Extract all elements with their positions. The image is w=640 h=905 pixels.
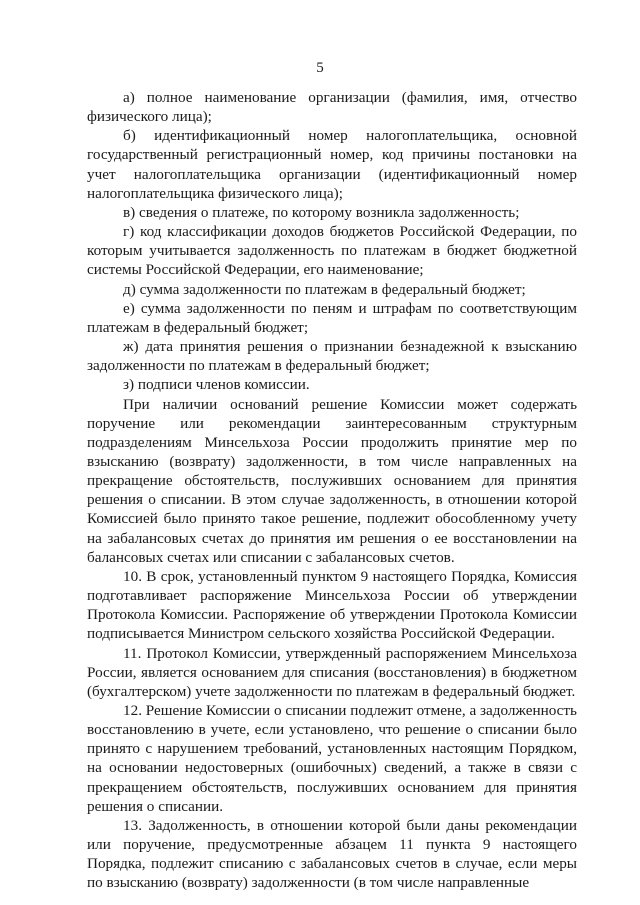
document-body	[87, 88, 577, 893]
paragraph-clause-13: 13. Задолженность, в отношении которой были даны рекомендации или поручение, предусмотренные абзацем 11 пункта 9 настоящего Порядка, подлежит списанию с забалансовых счетов в случае, если меры по взысканию (возврату) задолженности (в том числе направленные	[87, 816, 577, 892]
paragraph-item-a: а) полное наименование организации (фамилия, имя, отчество физического лица);	[87, 89, 577, 126]
paragraph-item-d: д) сумма задолженности по платежам в федеральный бюджет;	[123, 280, 526, 298]
paragraph-clause-10: 10. В срок, установленный пунктом 9 настоящего Порядка, Комиссия подготавливает распоряжение Минсельхоза России об утверждении Протокола Комиссии. Распоряжение об утверждении Протокола Комиссии подписывается Министром сельского хозяйства Российской Федерации.	[87, 567, 577, 643]
paragraph-commission-decision: При наличии оснований решение Комиссии может содержать поручение или рекомендации заинтересованным структурным подразделениям Минсельхоза России продолжить принятие мер по взысканию (возврату) задолженности, в том числе направленных на прекращение обстоятельств, послуживших основанием для принятия решения о списании. В этом случае задолженность, в отношении которой Комиссией было принято такое решение, подлежит обособленному учету на забалансовых счетах до принятия им решения о ее восстановлении на балансовых счетах или списании с забалансовых счетов.	[87, 395, 577, 566]
paragraph-item-b: б) идентификационный номер налогоплательщика, основной государственный регистрационный номер, код причины постановки на учет налогоплательщика организации (идентификационный номер налогоплательщика физического лица);	[87, 127, 577, 202]
paragraph-item-v: в) сведения о платеже, по которому возникла задолженность;	[123, 203, 520, 221]
paragraph-item-zh: ж) дата принятия решения о признании безнадежной к взысканию задолженности по платежам в федеральный бюджет;	[87, 338, 577, 375]
paragraph-item-z: з) подписи членов комиссии.	[123, 376, 310, 394]
paragraph-clause-11: 11. Протокол Комиссии, утвержденный распоряжением Минсельхоза России, является основанием для списания (восстановления) в бюджетном (бухгалтерском) учете задолженности по платежам в федеральный бюджет.	[87, 644, 577, 700]
paragraph-item-g: г) код классификации доходов бюджетов Российской Федерации, по которым учитывается задолженность по платежам в бюджет бюджетной системы Российской Федерации, его наименование;	[87, 223, 577, 279]
page-number: 5	[316, 60, 324, 76]
paragraph-clause-12: 12. Решение Комиссии о списании подлежит отмене, а задолженность восстановлению в учете, если установлено, что решение о списании было принято с нарушением требований, установленных настоящим Порядком, на основании недостоверных (ошибочных) сведений, а также в связи с прекращением обстоятельств, послуживших основанием для принятия решения о списании.	[87, 702, 577, 815]
paragraph-item-e: е) сумма задолженности по пеням и штрафам по соответствующим платежам в федеральный бюджет;	[87, 299, 577, 336]
